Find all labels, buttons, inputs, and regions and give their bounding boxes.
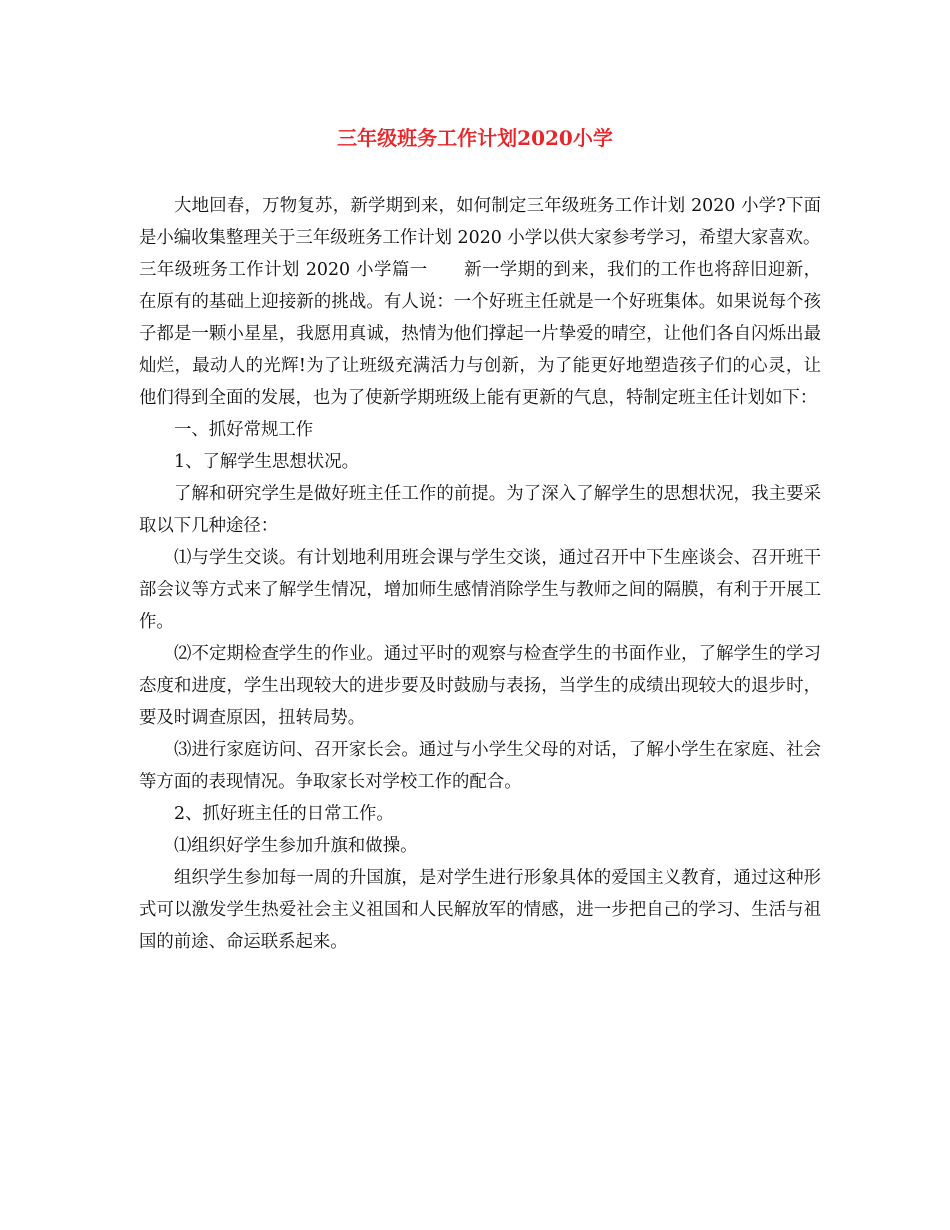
section-lead-paragraph — [139, 254, 821, 414]
list-item-homework: ⑵不定期检查学生的作业。通过平时的观察与检查学生的书面作业，了解学生的学习态度和进度，学生出现较大的进步要及时鼓励与表扬，当学生的成绩出现较大的退步时，要及时调查原因，扭转局势。 — [139, 644, 821, 728]
paragraph-flag-raising: 组织学生参加每一周的升国旗，是对学生进行形象具体的爱国主义教育，通过这种形式可以激发学生热爱社会主义祖国和人民解放军的情感，进一步把自己的学习、生活与祖国的前途、命运联系起来。 — [139, 868, 821, 952]
document-title: 三年级班务工作计划2020小学 — [337, 126, 613, 150]
list-item-flag-exercise: ⑴组织好学生参加升旗和做操。 — [174, 836, 418, 856]
section-lead-text: 新一学期的到来，我们的工作也将辞旧迎新，在原有的基础上迎接新的挑战。有人说：一个好班主任就是一个好班集体。如果说每个孩子都是一颗小星星，我愿用真诚，热情为他们撑起一片挚爱的晴空，让他们各自闪烁出最灿烂，最动人的光辉!为了让班级充满活力与创新，为了能更好地塑造孩子们的心灵，让他们得到全面的发展，也为了使新学期班级上能有更新的气息，特制定班主任计划如下： — [139, 260, 821, 408]
paragraph-understand-students: 了解和研究学生是做好班主任工作的前提。为了深入了解学生的思想状况，我主要采取以下几种途径： — [139, 484, 821, 536]
list-item-talk: ⑴与学生交谈。有计划地利用班会课与学生交谈，通过召开中下生座谈会、召开班干部会议等方式来了解学生情况，增加师生感情消除学生与教师之间的隔膜，有利于开展工作。 — [139, 548, 821, 632]
section-label: 三年级班务工作计划 2020 小学篇一 — [139, 260, 428, 280]
list-item-home-visit: ⑶进行家庭访问、召开家长会。通过与小学生父母的对话，了解小学生在家庭、社会等方面的表现情况。争取家长对学校工作的配合。 — [139, 740, 821, 792]
heading-routine-work: 一、抓好常规工作 — [174, 420, 314, 440]
document-body — [139, 190, 821, 958]
subheading-daily-work: 2、抓好班主任的日常工作。 — [174, 804, 394, 824]
intro-paragraph: 大地回春，万物复苏，新学期到来，如何制定三年级班务工作计划 2020 小学?下面是小编收集整理关于三年级班务工作计划 2020 小学以供大家参考学习，希望大家喜欢。 — [139, 196, 821, 248]
subheading-understand-students: 1、了解学生思想状况。 — [174, 452, 359, 472]
